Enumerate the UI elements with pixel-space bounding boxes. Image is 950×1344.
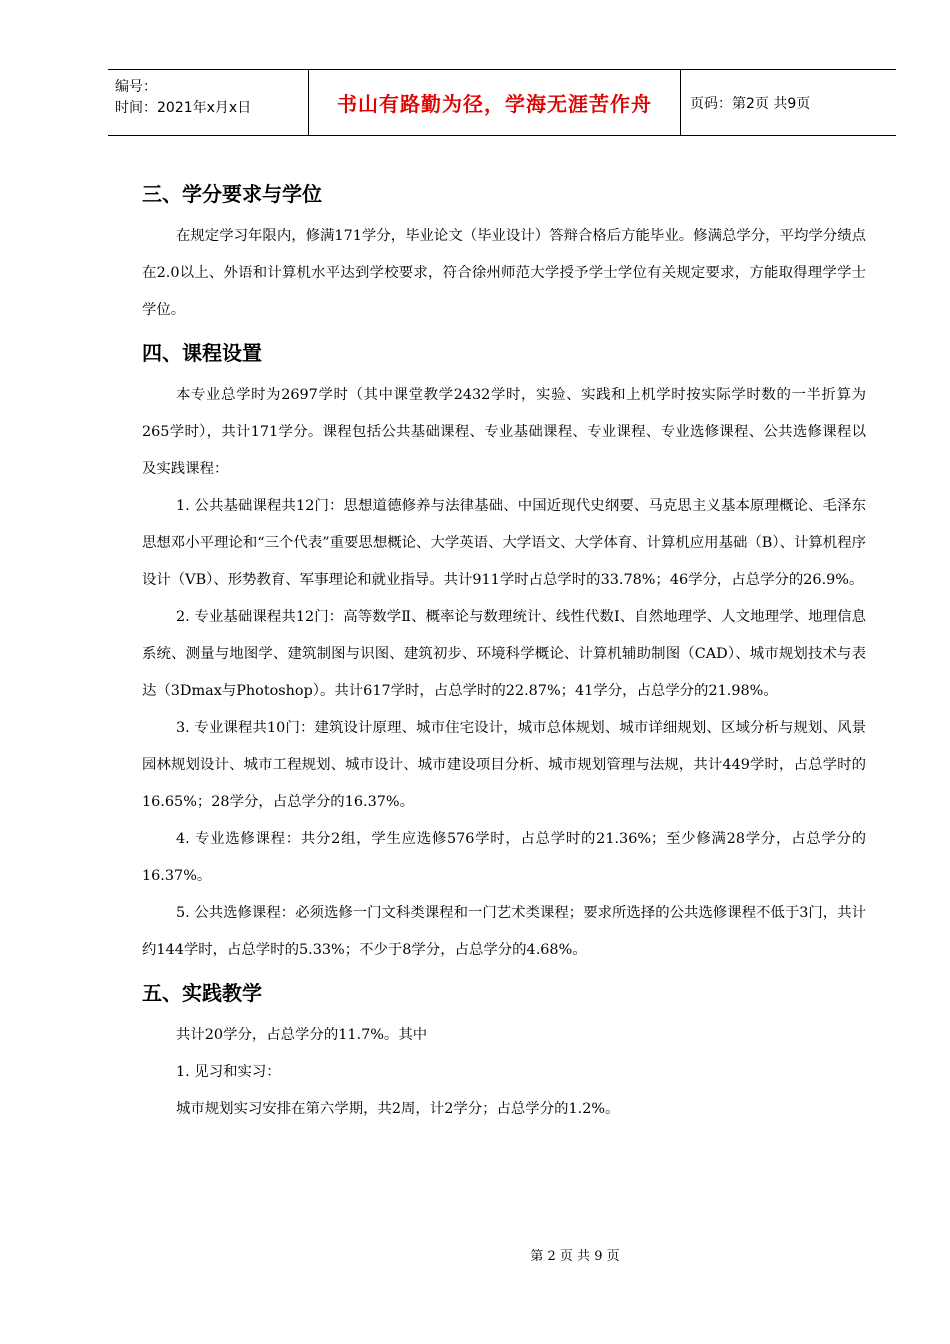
- paragraph: 5. 公共选修课程：必须选修一门文科类课程和一门艺术类课程；要求所选择的公共选修课程不低于3门，共计约144学时，占总学时的5.33%；不少于8学分，占总学分的4.68%。: [142, 905, 866, 958]
- section-title-courses: 四、课程设置: [142, 341, 262, 365]
- section-title-practice: 五、实践教学: [142, 981, 262, 1005]
- paragraph: 城市规划实习安排在第六学期，共2周，计2学分；占总学分的1.2%。: [176, 1101, 620, 1117]
- code-label: 编号：: [115, 78, 157, 95]
- paragraph: 共计20学分，占总学分的11.7%。其中: [176, 1027, 428, 1043]
- page-header: [108, 69, 896, 136]
- paragraph: 4. 专业选修课程：共分2组，学生应选修576学时，占总学时的21.36%；至少修满28学分，占总学分的16.37%。: [142, 831, 866, 884]
- header-left-cell: [108, 70, 308, 135]
- time-label: 时间：2021年x月x日: [115, 99, 252, 116]
- header-page-label: 页码：第2页 共9页: [690, 95, 811, 112]
- document-body: [142, 176, 866, 1128]
- paragraph: 1. 公共基础课程共12门：思想道德修养与法律基础、中国近现代史纲要、马克思主义基本原理概论、毛泽东思想邓小平理论和“三个代表”重要思想概论、大学英语、大学语文、大学体育、计算机应用基础（B）、计算机程序设计（VB）、形势教育、军事理论和就业指导。共计911学时占总学时的33.78%；46学分，占总学分的26.9%。: [142, 498, 866, 588]
- paragraph: 1. 见习和实习：: [176, 1064, 281, 1080]
- paragraph: 在规定学习年限内，修满171学分，毕业论文（毕业设计）答辩合格后方能毕业。修满总学分，平均学分绩点在2.0以上、外语和计算机水平达到学校要求，符合徐州师范大学授予学士学位有关规定要求，方能取得理学学士学位。: [142, 228, 866, 318]
- section-title-credits: 三、学分要求与学位: [142, 182, 322, 206]
- paragraph: 3. 专业课程共10门：建筑设计原理、城市住宅设计，城市总体规划、城市详细规划、区域分析与规划、风景园林规划设计、城市工程规划、城市设计、城市建设项目分析、城市规划管理与法规，共计449学时，占总学时的16.65%；28学分，占总学分的16.37%。: [142, 720, 866, 810]
- paragraph: 本专业总学时为2697学时（其中课堂教学2432学时，实验、实践和上机学时按实际学时数的一半折算为265学时），共计171学分。课程包括公共基础课程、专业基础课程、专业课程、专业选修课程、公共选修课程以及实践课程：: [142, 387, 866, 477]
- paragraph: 2. 专业基础课程共12门：高等数学Ⅱ、概率论与数理统计、线性代数Ⅰ、自然地理学、人文地理学、地理信息系统、测量与地图学、建筑制图与识图、建筑初步、环境科学概论、计算机辅助制图（CAD）、城市规划技术与表达（3Dmax与Photoshop）。共计617学时，占总学时的22.87%；41学分，占总学分的21.98%。: [142, 609, 866, 699]
- page-footer: 第 2 页 共 9 页: [530, 1249, 620, 1264]
- header-motto: 书山有路勤为径，学海无涯苦作舟: [308, 70, 681, 135]
